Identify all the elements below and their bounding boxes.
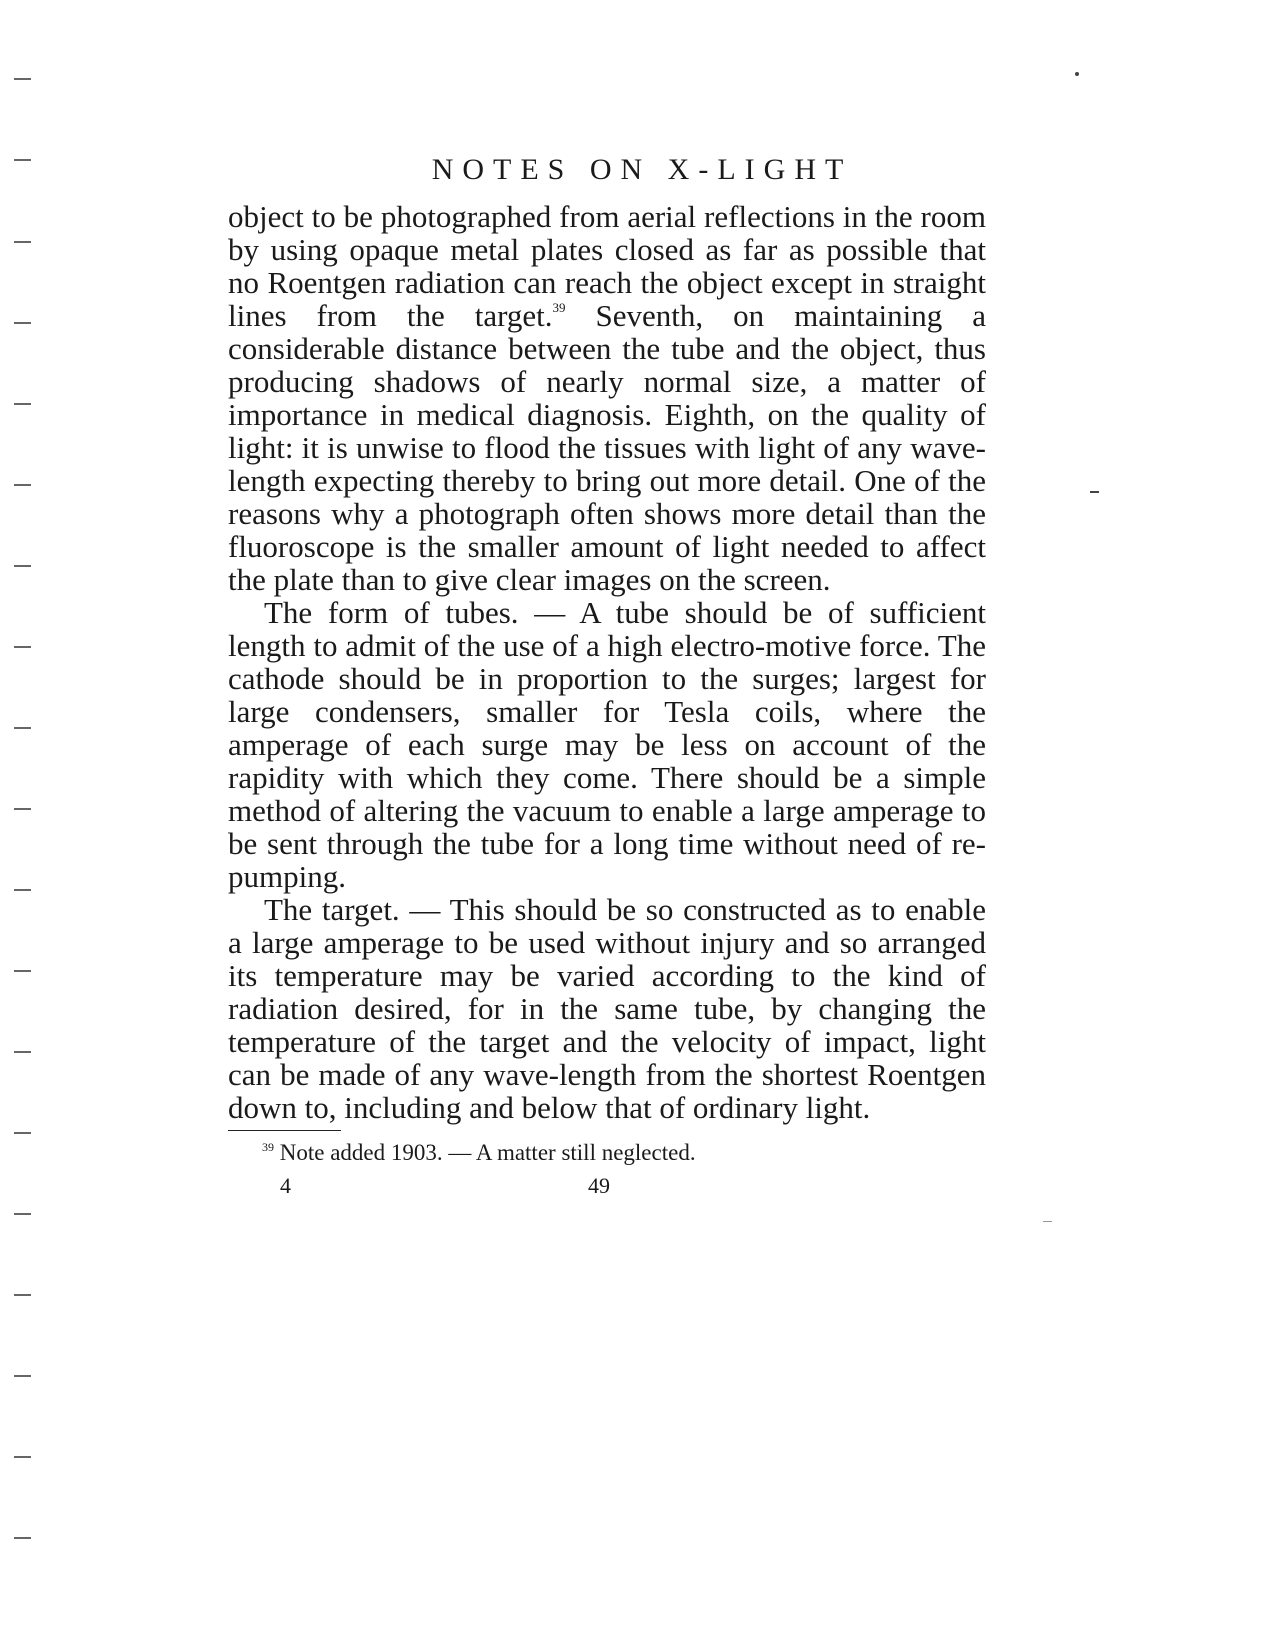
body-text — [228, 200, 986, 1124]
dust-speck — [1043, 1221, 1052, 1222]
edge-tick — [14, 1132, 31, 1134]
paragraph-1-continuation: Seventh, on maintaining a considerable distance between the tube and the object, thus producing shadows of nearly normal size, a matter of importance in medical diagnosis. Eighth, on the quality of light: it is unwise to flood the tissues with light of any wave-length expecting thereby to bring out more detail. One of the reasons why a photograph often shows more detail than the fluoroscope is the smaller amount of light needed to affect the plate than to give clear images on the screen. — [228, 298, 987, 597]
edge-tick — [14, 970, 31, 972]
edge-tick — [14, 889, 31, 891]
edge-tick — [14, 1375, 31, 1377]
footnote-text: Note added 1903. — A matter still neglected. — [279, 1140, 696, 1165]
book-page — [228, 150, 986, 1203]
edge-tick — [14, 1213, 31, 1215]
edge-tick — [14, 159, 31, 161]
edge-tick — [14, 1456, 31, 1458]
edge-tick — [14, 808, 31, 810]
dust-speck — [1090, 491, 1099, 493]
footnote-divider — [228, 1130, 341, 1131]
footnote — [228, 1139, 986, 1167]
edge-tick — [14, 646, 31, 648]
edge-tick — [14, 1051, 31, 1053]
edge-tick — [14, 241, 31, 243]
edge-tick — [14, 484, 31, 486]
signature-mark: 4 — [280, 1173, 291, 1198]
edge-tick — [14, 727, 31, 729]
edge-tick — [14, 322, 31, 324]
paragraph-3: The target. — This should be so constructed as to enable a large amperage to be used without injury and so arranged its temperature may be varied according to the kind of radiation desired, for in the same tube, by changing the temperature of the target and the velocity of impact, light can be made of any wave-length from the shortest Roentgen down to, including and below that of ordinary light. — [228, 892, 986, 1125]
paragraph-1-text: object to be photographed from aerial reflections in the room by using opaque metal plates closed as far as possible that no Roentgen radiation can reach the object except in straight lines from the target. — [228, 199, 986, 333]
page-number: 49 — [588, 1173, 610, 1198]
page-footer — [228, 1173, 986, 1203]
edge-tick — [14, 403, 31, 405]
footnote-reference: 39 — [552, 300, 566, 315]
running-head: NOTES ON X-LIGHT — [431, 153, 853, 186]
paragraph-1 — [228, 200, 986, 596]
dust-speck — [1075, 72, 1079, 76]
paragraph-2: The form of tubes. — A tube should be of sufficient length to admit of the use of a high electro-motive force. The cathode should be in proportion to the surges; largest for large condensers, smaller for Tesla coils, where the amperage of each surge may be less on account of the rapidity with which they come. There should be a simple method of altering the vacuum to enable a large amperage to be sent through the tube for a long time without need of re-pumping. — [228, 595, 986, 894]
edge-tick — [14, 78, 31, 80]
edge-tick — [14, 1537, 31, 1539]
footnote-number: 39 — [262, 1140, 274, 1154]
edge-tick — [14, 1294, 31, 1296]
edge-tick — [14, 565, 31, 567]
scan-edge-marks — [0, 0, 48, 1643]
